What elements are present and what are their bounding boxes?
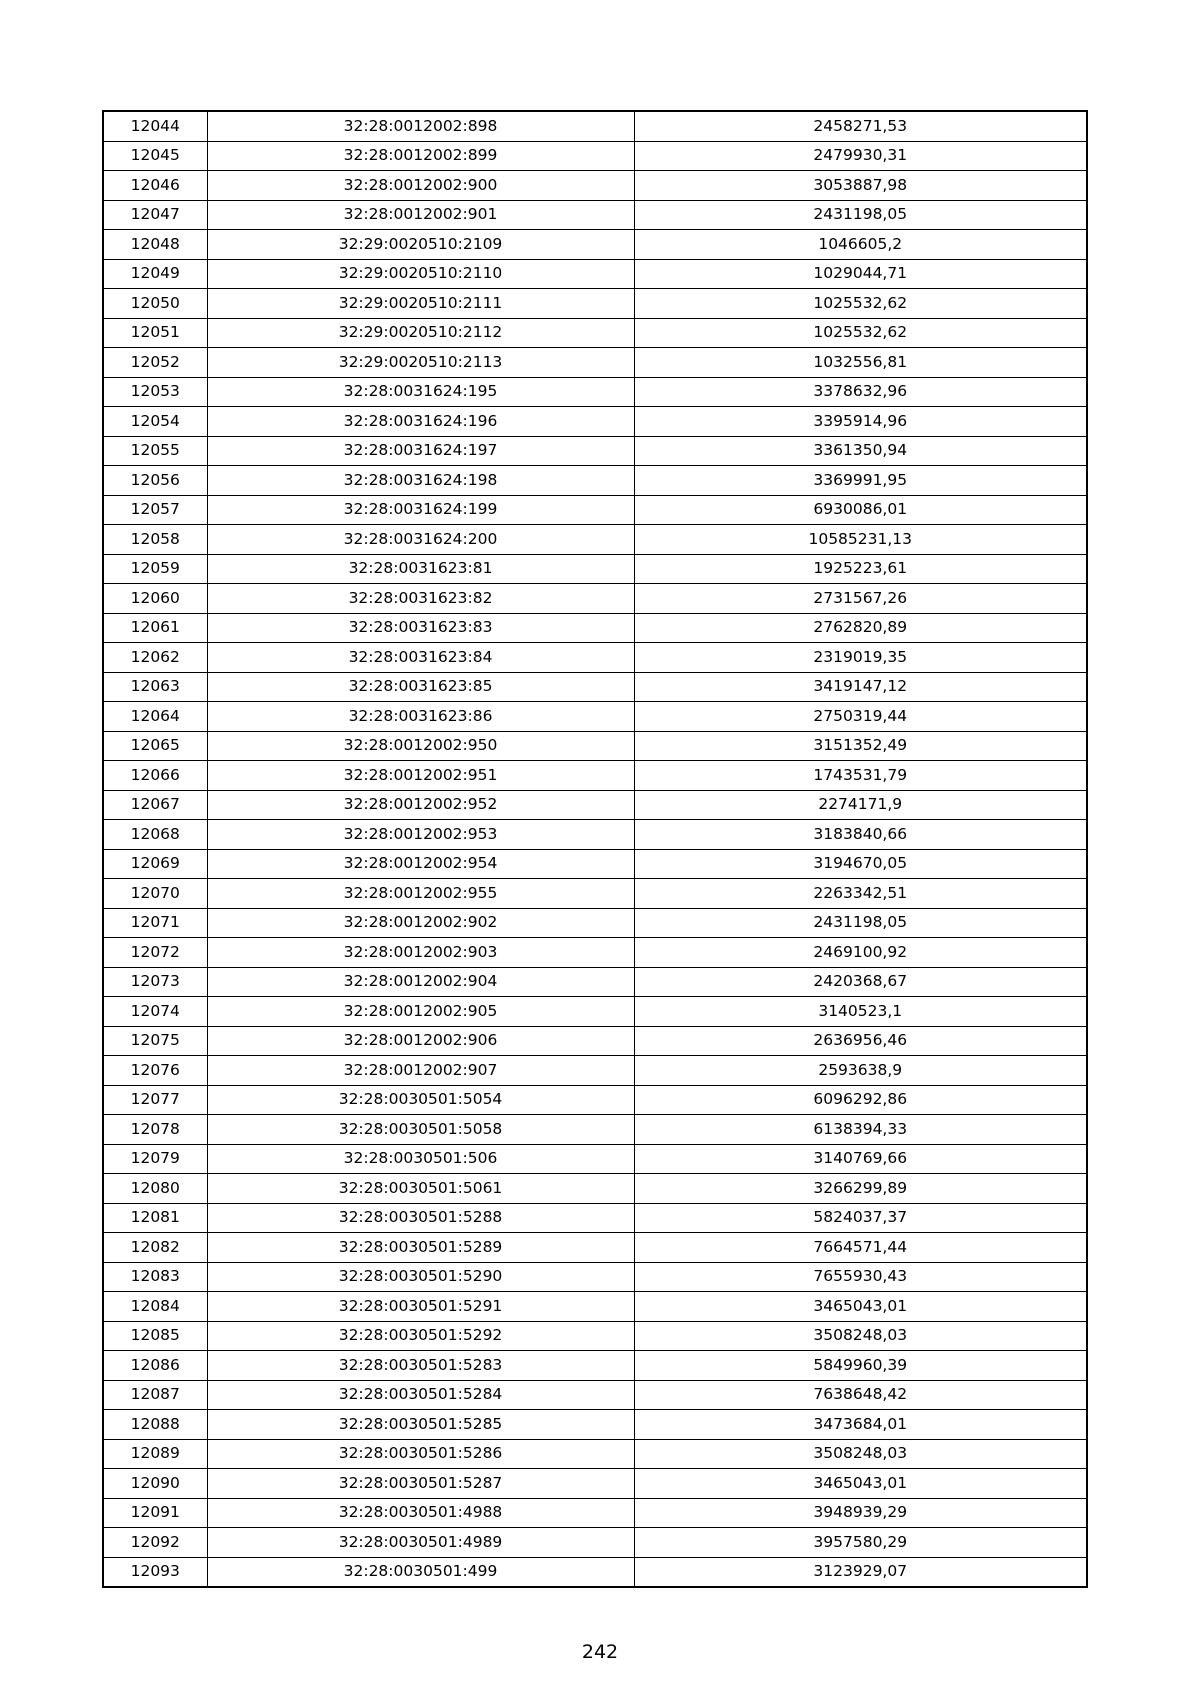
cadastral-value-table <box>102 110 1088 1588</box>
cadastral-number-cell: 32:28:0030501:5285 <box>207 1410 634 1440</box>
cadastral-value-cell: 3465043,01 <box>634 1469 1087 1499</box>
cadastral-value-cell: 6138394,33 <box>634 1115 1087 1145</box>
row-number-cell: 12083 <box>103 1262 207 1292</box>
table-row <box>103 997 1087 1027</box>
cadastral-number-cell: 32:28:0031623:85 <box>207 672 634 702</box>
cadastral-value-cell: 2593638,9 <box>634 1056 1087 1086</box>
cadastral-number-cell: 32:28:0012002:901 <box>207 200 634 230</box>
row-number-cell: 12052 <box>103 348 207 378</box>
cadastral-value-cell: 3473684,01 <box>634 1410 1087 1440</box>
table-row <box>103 643 1087 673</box>
row-number-cell: 12063 <box>103 672 207 702</box>
table-row <box>103 1469 1087 1499</box>
row-number-cell: 12046 <box>103 171 207 201</box>
cadastral-number-cell: 32:28:0012002:954 <box>207 849 634 879</box>
row-number-cell: 12079 <box>103 1144 207 1174</box>
table-row <box>103 348 1087 378</box>
cadastral-number-cell: 32:28:0031624:200 <box>207 525 634 555</box>
cadastral-number-cell: 32:28:0012002:905 <box>207 997 634 1027</box>
cadastral-value-cell: 2431198,05 <box>634 908 1087 938</box>
row-number-cell: 12065 <box>103 731 207 761</box>
table-row <box>103 259 1087 289</box>
table-row <box>103 141 1087 171</box>
cadastral-value-cell: 3053887,98 <box>634 171 1087 201</box>
cadastral-number-cell: 32:28:0030501:5058 <box>207 1115 634 1145</box>
cadastral-number-cell: 32:28:0030501:5291 <box>207 1292 634 1322</box>
cadastral-number-cell: 32:28:0031624:197 <box>207 436 634 466</box>
row-number-cell: 12075 <box>103 1026 207 1056</box>
row-number-cell: 12060 <box>103 584 207 614</box>
table-row <box>103 1026 1087 1056</box>
cadastral-number-cell: 32:28:0030501:5284 <box>207 1380 634 1410</box>
cadastral-value-cell: 1025532,62 <box>634 289 1087 319</box>
cadastral-number-cell: 32:29:0020510:2109 <box>207 230 634 260</box>
cadastral-number-cell: 32:28:0012002:953 <box>207 820 634 850</box>
table-row <box>103 1115 1087 1145</box>
table-row <box>103 761 1087 791</box>
row-number-cell: 12073 <box>103 967 207 997</box>
table-row <box>103 702 1087 732</box>
cadastral-number-cell: 32:28:0012002:906 <box>207 1026 634 1056</box>
table-row <box>103 377 1087 407</box>
cadastral-value-cell: 6096292,86 <box>634 1085 1087 1115</box>
row-number-cell: 12087 <box>103 1380 207 1410</box>
table-row <box>103 584 1087 614</box>
cadastral-number-cell: 32:28:0030501:506 <box>207 1144 634 1174</box>
cadastral-number-cell: 32:28:0030501:499 <box>207 1557 634 1587</box>
table-row <box>103 289 1087 319</box>
row-number-cell: 12048 <box>103 230 207 260</box>
table-row <box>103 554 1087 584</box>
cadastral-number-cell: 32:28:0012002:907 <box>207 1056 634 1086</box>
table-row <box>103 1233 1087 1263</box>
row-number-cell: 12072 <box>103 938 207 968</box>
table-row <box>103 1292 1087 1322</box>
cadastral-value-cell: 3395914,96 <box>634 407 1087 437</box>
row-number-cell: 12050 <box>103 289 207 319</box>
cadastral-value-cell: 3361350,94 <box>634 436 1087 466</box>
row-number-cell: 12080 <box>103 1174 207 1204</box>
table-row <box>103 672 1087 702</box>
row-number-cell: 12057 <box>103 495 207 525</box>
cadastral-number-cell: 32:28:0012002:899 <box>207 141 634 171</box>
row-number-cell: 12045 <box>103 141 207 171</box>
table-row <box>103 1557 1087 1587</box>
row-number-cell: 12089 <box>103 1439 207 1469</box>
table-row <box>103 111 1087 141</box>
cadastral-value-cell: 2263342,51 <box>634 879 1087 909</box>
row-number-cell: 12092 <box>103 1528 207 1558</box>
cadastral-value-cell: 1046605,2 <box>634 230 1087 260</box>
cadastral-value-cell: 1029044,71 <box>634 259 1087 289</box>
row-number-cell: 12064 <box>103 702 207 732</box>
table-row <box>103 967 1087 997</box>
cadastral-value-cell: 10585231,13 <box>634 525 1087 555</box>
row-number-cell: 12067 <box>103 790 207 820</box>
row-number-cell: 12086 <box>103 1351 207 1381</box>
data-table-container <box>102 110 1086 1588</box>
cadastral-value-cell: 5849960,39 <box>634 1351 1087 1381</box>
table-row <box>103 938 1087 968</box>
cadastral-number-cell: 32:28:0030501:5290 <box>207 1262 634 1292</box>
row-number-cell: 12070 <box>103 879 207 909</box>
cadastral-value-cell: 2431198,05 <box>634 200 1087 230</box>
row-number-cell: 12053 <box>103 377 207 407</box>
cadastral-value-cell: 1743531,79 <box>634 761 1087 791</box>
cadastral-value-cell: 3419147,12 <box>634 672 1087 702</box>
cadastral-value-cell: 3378632,96 <box>634 377 1087 407</box>
table-row <box>103 613 1087 643</box>
cadastral-number-cell: 32:28:0030501:5287 <box>207 1469 634 1499</box>
row-number-cell: 12078 <box>103 1115 207 1145</box>
cadastral-value-cell: 7664571,44 <box>634 1233 1087 1263</box>
cadastral-value-cell: 3369991,95 <box>634 466 1087 496</box>
cadastral-number-cell: 32:28:0012002:898 <box>207 111 634 141</box>
cadastral-value-cell: 1925223,61 <box>634 554 1087 584</box>
row-number-cell: 12056 <box>103 466 207 496</box>
row-number-cell: 12093 <box>103 1557 207 1587</box>
cadastral-value-cell: 3140523,1 <box>634 997 1087 1027</box>
row-number-cell: 12068 <box>103 820 207 850</box>
table-row <box>103 908 1087 938</box>
table-row <box>103 1439 1087 1469</box>
table-row <box>103 1144 1087 1174</box>
row-number-cell: 12044 <box>103 111 207 141</box>
table-row <box>103 466 1087 496</box>
cadastral-value-cell: 3194670,05 <box>634 849 1087 879</box>
cadastral-number-cell: 32:28:0012002:900 <box>207 171 634 201</box>
cadastral-number-cell: 32:28:0031624:196 <box>207 407 634 437</box>
cadastral-value-cell: 3508248,03 <box>634 1439 1087 1469</box>
cadastral-number-cell: 32:28:0030501:4989 <box>207 1528 634 1558</box>
cadastral-value-cell: 2420368,67 <box>634 967 1087 997</box>
cadastral-number-cell: 32:29:0020510:2113 <box>207 348 634 378</box>
cadastral-number-cell: 32:28:0031623:86 <box>207 702 634 732</box>
table-row <box>103 1351 1087 1381</box>
cadastral-number-cell: 32:28:0012002:902 <box>207 908 634 938</box>
row-number-cell: 12066 <box>103 761 207 791</box>
row-number-cell: 12055 <box>103 436 207 466</box>
table-row <box>103 1321 1087 1351</box>
cadastral-value-cell: 3948939,29 <box>634 1498 1087 1528</box>
cadastral-number-cell: 32:28:0030501:5061 <box>207 1174 634 1204</box>
row-number-cell: 12059 <box>103 554 207 584</box>
row-number-cell: 12049 <box>103 259 207 289</box>
row-number-cell: 12076 <box>103 1056 207 1086</box>
cadastral-value-cell: 3465043,01 <box>634 1292 1087 1322</box>
cadastral-number-cell: 32:29:0020510:2110 <box>207 259 634 289</box>
table-row <box>103 790 1087 820</box>
cadastral-number-cell: 32:28:0030501:5054 <box>207 1085 634 1115</box>
cadastral-number-cell: 32:28:0031623:82 <box>207 584 634 614</box>
row-number-cell: 12062 <box>103 643 207 673</box>
cadastral-value-cell: 5824037,37 <box>634 1203 1087 1233</box>
row-number-cell: 12088 <box>103 1410 207 1440</box>
row-number-cell: 12074 <box>103 997 207 1027</box>
cadastral-value-cell: 3508248,03 <box>634 1321 1087 1351</box>
cadastral-value-cell: 2469100,92 <box>634 938 1087 968</box>
table-row <box>103 200 1087 230</box>
cadastral-number-cell: 32:28:0030501:4988 <box>207 1498 634 1528</box>
cadastral-number-cell: 32:28:0012002:950 <box>207 731 634 761</box>
cadastral-number-cell: 32:28:0031624:198 <box>207 466 634 496</box>
cadastral-number-cell: 32:28:0012002:955 <box>207 879 634 909</box>
cadastral-value-cell: 1032556,81 <box>634 348 1087 378</box>
cadastral-value-cell: 7655930,43 <box>634 1262 1087 1292</box>
cadastral-value-cell: 2750319,44 <box>634 702 1087 732</box>
table-row <box>103 495 1087 525</box>
row-number-cell: 12090 <box>103 1469 207 1499</box>
table-body <box>103 111 1087 1587</box>
row-number-cell: 12085 <box>103 1321 207 1351</box>
table-row <box>103 525 1087 555</box>
row-number-cell: 12077 <box>103 1085 207 1115</box>
cadastral-number-cell: 32:28:0031624:195 <box>207 377 634 407</box>
cadastral-number-cell: 32:28:0030501:5289 <box>207 1233 634 1263</box>
cadastral-number-cell: 32:28:0031623:81 <box>207 554 634 584</box>
row-number-cell: 12071 <box>103 908 207 938</box>
cadastral-value-cell: 1025532,62 <box>634 318 1087 348</box>
cadastral-number-cell: 32:28:0031624:199 <box>207 495 634 525</box>
cadastral-value-cell: 2458271,53 <box>634 111 1087 141</box>
cadastral-value-cell: 7638648,42 <box>634 1380 1087 1410</box>
cadastral-value-cell: 3957580,29 <box>634 1528 1087 1558</box>
table-row <box>103 171 1087 201</box>
cadastral-number-cell: 32:28:0030501:5292 <box>207 1321 634 1351</box>
cadastral-value-cell: 2319019,35 <box>634 643 1087 673</box>
row-number-cell: 12047 <box>103 200 207 230</box>
row-number-cell: 12058 <box>103 525 207 555</box>
cadastral-number-cell: 32:29:0020510:2112 <box>207 318 634 348</box>
table-row <box>103 1174 1087 1204</box>
table-row <box>103 436 1087 466</box>
table-row <box>103 1410 1087 1440</box>
table-row <box>103 879 1087 909</box>
cadastral-value-cell: 3140769,66 <box>634 1144 1087 1174</box>
row-number-cell: 12084 <box>103 1292 207 1322</box>
row-number-cell: 12082 <box>103 1233 207 1263</box>
table-row <box>103 849 1087 879</box>
row-number-cell: 12051 <box>103 318 207 348</box>
table-row <box>103 731 1087 761</box>
table-row <box>103 1085 1087 1115</box>
cadastral-number-cell: 32:28:0012002:904 <box>207 967 634 997</box>
cadastral-value-cell: 3151352,49 <box>634 731 1087 761</box>
cadastral-value-cell: 6930086,01 <box>634 495 1087 525</box>
cadastral-value-cell: 2762820,89 <box>634 613 1087 643</box>
cadastral-number-cell: 32:29:0020510:2111 <box>207 289 634 319</box>
cadastral-number-cell: 32:28:0030501:5288 <box>207 1203 634 1233</box>
cadastral-value-cell: 2636956,46 <box>634 1026 1087 1056</box>
cadastral-number-cell: 32:28:0012002:951 <box>207 761 634 791</box>
table-row <box>103 1056 1087 1086</box>
row-number-cell: 12091 <box>103 1498 207 1528</box>
table-row <box>103 230 1087 260</box>
table-row <box>103 820 1087 850</box>
cadastral-value-cell: 3266299,89 <box>634 1174 1087 1204</box>
cadastral-number-cell: 32:28:0012002:952 <box>207 790 634 820</box>
cadastral-number-cell: 32:28:0030501:5286 <box>207 1439 634 1469</box>
cadastral-number-cell: 32:28:0012002:903 <box>207 938 634 968</box>
table-row <box>103 1528 1087 1558</box>
table-row <box>103 407 1087 437</box>
table-row <box>103 1203 1087 1233</box>
cadastral-value-cell: 2479930,31 <box>634 141 1087 171</box>
cadastral-number-cell: 32:28:0031623:83 <box>207 613 634 643</box>
row-number-cell: 12081 <box>103 1203 207 1233</box>
table-row <box>103 1262 1087 1292</box>
table-row <box>103 1380 1087 1410</box>
cadastral-number-cell: 32:28:0030501:5283 <box>207 1351 634 1381</box>
table-row <box>103 318 1087 348</box>
cadastral-value-cell: 3183840,66 <box>634 820 1087 850</box>
page-number: 242 <box>581 1641 619 1663</box>
cadastral-value-cell: 2731567,26 <box>634 584 1087 614</box>
cadastral-value-cell: 3123929,07 <box>634 1557 1087 1587</box>
row-number-cell: 12054 <box>103 407 207 437</box>
row-number-cell: 12061 <box>103 613 207 643</box>
cadastral-value-cell: 2274171,9 <box>634 790 1087 820</box>
row-number-cell: 12069 <box>103 849 207 879</box>
cadastral-number-cell: 32:28:0031623:84 <box>207 643 634 673</box>
table-row <box>103 1498 1087 1528</box>
